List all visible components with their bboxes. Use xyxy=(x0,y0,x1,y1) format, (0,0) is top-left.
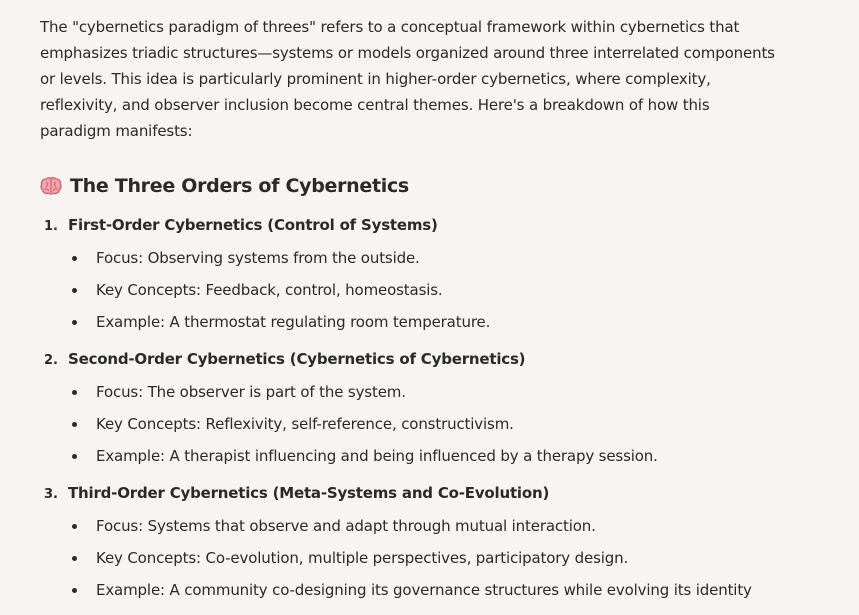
bullet-dot xyxy=(72,256,77,261)
order-title: Third-Order Cybernetics (Meta-Systems and Co-Evolution) xyxy=(68,484,550,502)
bullet-dot xyxy=(72,320,77,325)
brain-icon xyxy=(40,176,62,196)
order-number: 2. xyxy=(44,353,58,368)
bullet-list xyxy=(40,376,780,472)
bullet-dot xyxy=(72,454,77,459)
list-item xyxy=(40,510,780,542)
list-item xyxy=(40,376,780,408)
list-item xyxy=(40,440,780,472)
section-heading xyxy=(40,172,780,200)
bullet-text: Example: A thermostat regulating room temperature. xyxy=(96,313,491,331)
bullet-text: Key Concepts: Co-evolution, multiple perspectives, participatory design. xyxy=(96,549,629,567)
bullet-dot xyxy=(72,524,77,529)
bullet-list xyxy=(40,510,780,606)
order-item-1 xyxy=(40,214,780,338)
bullet-dot xyxy=(72,288,77,293)
list-item xyxy=(40,574,780,606)
list-item xyxy=(40,306,780,338)
intro-paragraph: The "cybernetics paradigm of threes" refers to a conceptual framework within cybernetics that emphasizes triadic structures—systems or models organized around three interrelated components or levels. This idea is particularly prominent in higher-order cybernetics, where complexity, reflexivity, and observer inclusion become central themes. Here's a breakdown of how this paradigm manifests: xyxy=(40,18,775,140)
bullet-dot xyxy=(72,422,77,427)
bullet-text: Focus: Observing systems from the outside. xyxy=(96,249,420,267)
bullet-text: Key Concepts: Feedback, control, homeostasis. xyxy=(96,281,443,299)
order-number: 3. xyxy=(44,487,58,502)
list-item xyxy=(40,408,780,440)
bullet-text: Focus: Systems that observe and adapt through mutual interaction. xyxy=(96,517,596,535)
bullet-list xyxy=(40,242,780,338)
order-item-3 xyxy=(40,482,780,606)
order-title: Second-Order Cybernetics (Cybernetics of Cybernetics) xyxy=(68,350,526,368)
bullet-dot xyxy=(72,556,77,561)
bullet-dot xyxy=(72,588,77,593)
list-item xyxy=(40,242,780,274)
bullet-dot xyxy=(72,390,77,395)
order-item-2 xyxy=(40,348,780,472)
bullet-text: Example: A therapist influencing and being influenced by a therapy session. xyxy=(96,447,658,465)
order-title: First-Order Cybernetics (Control of Systems) xyxy=(68,216,438,234)
list-item xyxy=(40,542,780,574)
message-content xyxy=(40,14,780,615)
list-item xyxy=(40,274,780,306)
order-number: 1. xyxy=(44,219,58,234)
orders-list xyxy=(40,214,780,606)
bullet-text: Key Concepts: Reflexivity, self-reference, constructivism. xyxy=(96,415,514,433)
bullet-text: Focus: The observer is part of the system. xyxy=(96,383,406,401)
section-heading-title: The Three Orders of Cybernetics xyxy=(70,175,409,197)
bullet-text: Example: A community co-designing its governance structures while evolving its identity xyxy=(96,581,752,599)
